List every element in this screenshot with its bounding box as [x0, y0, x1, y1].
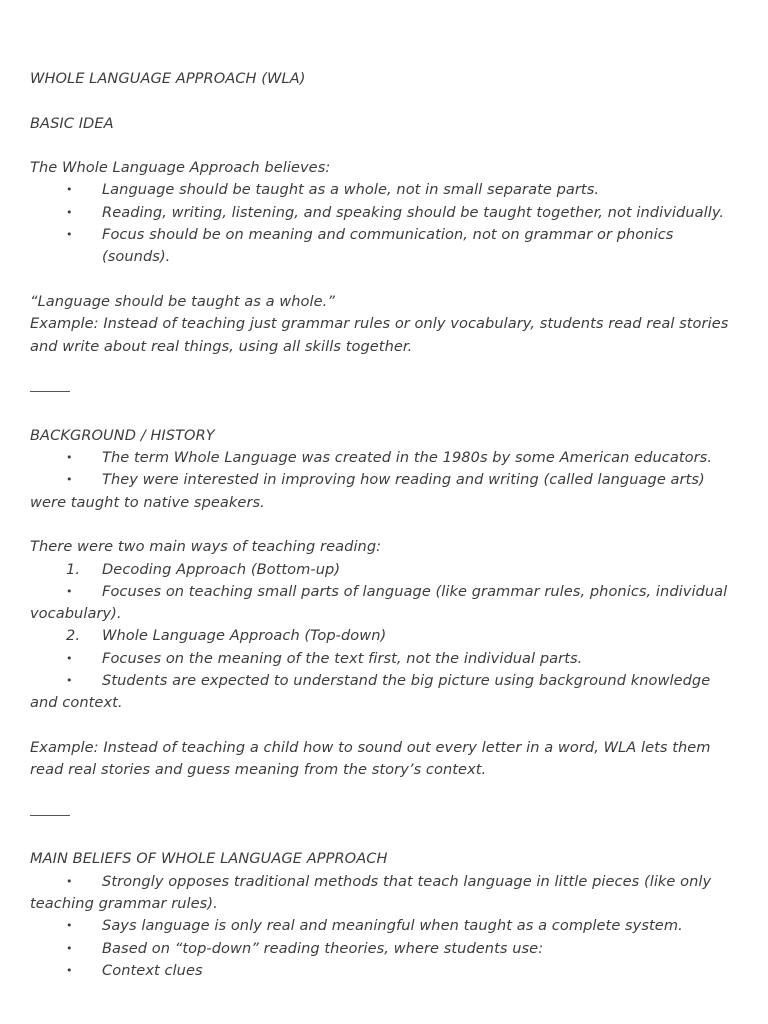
list-item	[30, 960, 742, 982]
section-divider	[30, 380, 742, 402]
bullet-marker: •	[66, 205, 73, 219]
bullet-marker: •	[66, 874, 73, 888]
list-item	[30, 648, 742, 670]
reading-ways-intro: There were two main ways of teaching reading:	[30, 538, 382, 556]
basic-idea-example: Example: Instead of teaching just grammar rules or only vocabulary, students read real stories and write about real things, using all skills together.	[30, 315, 729, 355]
basic-idea-heading: BASIC IDEA	[30, 114, 114, 132]
number-marker: 2.	[66, 627, 81, 645]
list-item-text: They were interested in improving how reading and writing (called language arts) were taught to native speakers.	[30, 471, 705, 511]
number-marker: 1.	[66, 560, 81, 578]
list-item-text: Strongly opposes traditional methods that teach language in little pieces (like only teaching grammar rules).	[30, 872, 712, 912]
main-beliefs-heading: MAIN BELIEFS OF WHOLE LANGUAGE APPROACH	[30, 850, 388, 868]
list-item-text: Students are expected to understand the big picture using background knowledge and context.	[30, 672, 711, 712]
bullet-marker: •	[66, 674, 73, 688]
list-item	[30, 179, 742, 201]
bullet-marker: •	[66, 941, 73, 955]
bullet-marker: •	[66, 451, 73, 465]
bullet-marker: •	[66, 919, 73, 933]
bullet-marker: •	[66, 183, 73, 197]
list-item	[30, 915, 742, 937]
bullet-marker: •	[66, 473, 73, 487]
bullet-marker: •	[66, 228, 73, 242]
basic-idea-quote: “Language should be taught as a whole.”	[30, 292, 335, 310]
background-example: Example: Instead of teaching a child how to sound out every letter in a word, WLA lets them read real stories and guess meaning from the story’s context.	[30, 738, 711, 779]
background-heading: BACKGROUND / HISTORY	[30, 426, 215, 444]
bullet-marker: •	[66, 651, 73, 665]
list-item-text: Says language is only real and meaningful when taught as a complete system.	[102, 917, 683, 935]
list-item-text: Based on “top-down” reading theories, where students use:	[102, 939, 544, 957]
list-item-text: Focuses on the meaning of the text first, not the individual parts.	[102, 649, 583, 667]
numbered-item-text: Decoding Approach (Bottom-up)	[102, 560, 341, 578]
list-item	[30, 447, 742, 469]
list-item	[30, 871, 742, 916]
basic-idea-intro: The Whole Language Approach believes:	[30, 159, 331, 177]
bullet-marker: •	[66, 963, 73, 977]
list-item	[30, 224, 742, 269]
section-divider	[30, 804, 742, 826]
numbered-item-text: Whole Language Approach (Top-down)	[102, 627, 387, 645]
document-title: WHOLE LANGUAGE APPROACH (WLA)	[30, 70, 306, 87]
list-item	[30, 670, 742, 715]
list-item	[30, 469, 742, 514]
list-item-text: Language should be taught as a whole, not in small separate parts.	[102, 181, 600, 199]
numbered-item	[30, 559, 742, 581]
list-item-text: Context clues	[102, 961, 203, 979]
document-body	[30, 68, 742, 982]
list-item-text: Focus should be on meaning and communication, not on grammar or phonics (sounds).	[102, 226, 674, 266]
list-item-text: The term Whole Language was created in the 1980s by some American educators.	[102, 449, 713, 467]
numbered-item	[30, 625, 742, 647]
list-item	[30, 581, 742, 626]
bullet-marker: •	[66, 584, 73, 598]
list-item	[30, 938, 742, 960]
list-item-text: Reading, writing, listening, and speaking should be taught together, not individually.	[102, 203, 725, 221]
list-item-text: Focuses on teaching small parts of language (like grammar rules, phonics, individual vocabulary).	[30, 582, 728, 623]
list-item	[30, 202, 742, 224]
